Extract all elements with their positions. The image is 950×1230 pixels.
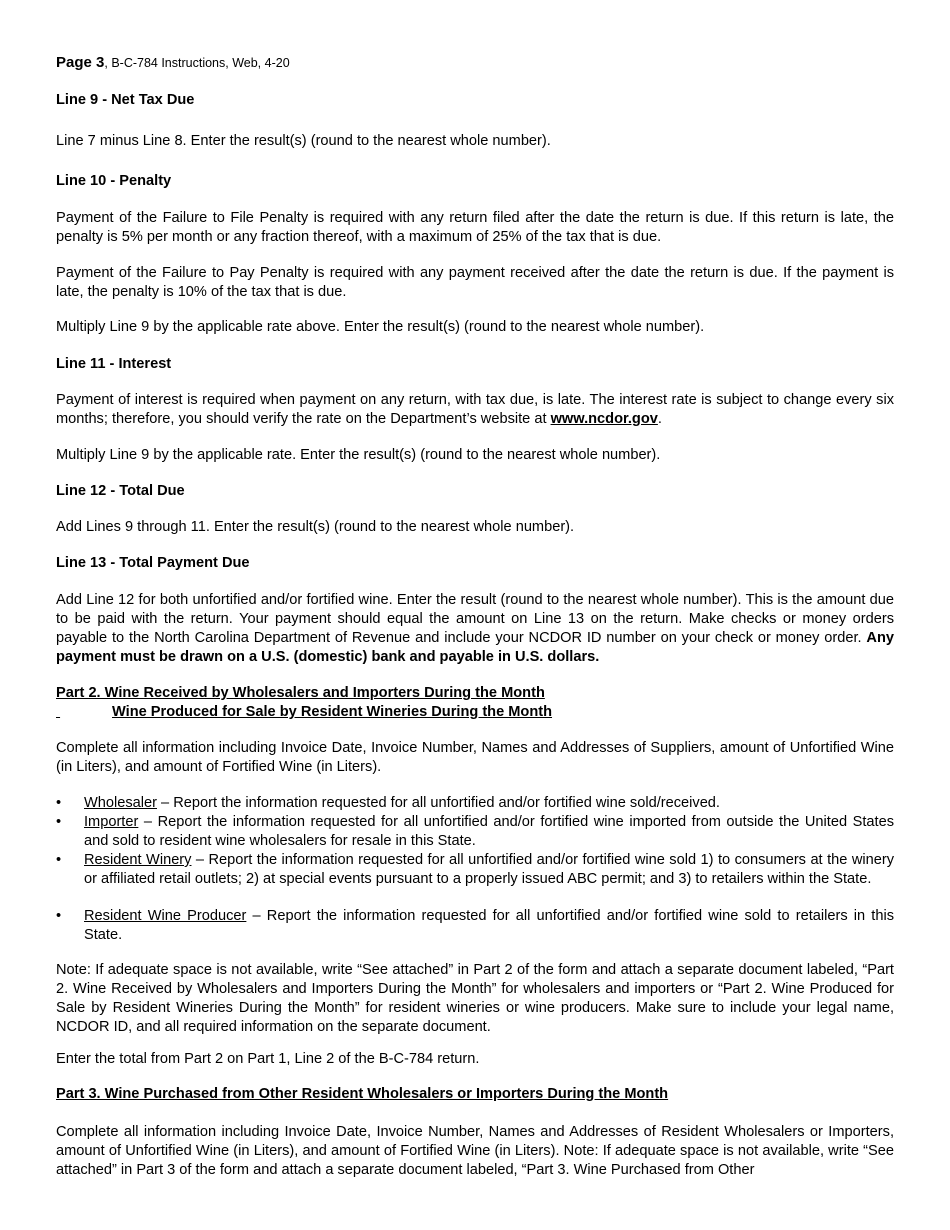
bullet-text bbox=[84, 813, 894, 851]
line13-text-body: Add Line 12 for both unfortified and/or fortified wine. Enter the result (round to the nearest whole number). This is the amount due to be paid with the return. Your payment should equal the amount on Line 13 on the return. Make checks or money orders payable to the North Carolina Department of Revenue and include your NCDOR ID number on your check or money order. bbox=[56, 592, 894, 646]
bullet-description: – Report the information requested for all unfortified and/or fortified wine sold/received. bbox=[157, 795, 720, 811]
line10-heading: Line 10 - Penalty bbox=[56, 173, 172, 189]
part3-title: Part 3. Wine Purchased from Other Resident Wholesalers or Importers During the Month bbox=[56, 1086, 669, 1102]
bullet-text bbox=[84, 851, 894, 889]
part2-heading-line2 bbox=[56, 703, 894, 722]
bullet-icon: • bbox=[56, 814, 62, 830]
line11-paragraph-1-text: Payment of interest is required when payment on any return, with tax due, is late. The interest rate is subject to change every six months; therefore, you should verify the rate on the Department’s website at bbox=[56, 392, 894, 427]
ncdor-website-link[interactable]: www.ncdor.gov bbox=[550, 411, 658, 427]
part2-bullet-resident-wine-producer bbox=[56, 907, 894, 945]
line10-paragraph-3: Multiply Line 9 by the applicable rate above. Enter the result(s) (round to the nearest whole number). bbox=[56, 319, 705, 335]
part2-bullet-resident-winery bbox=[56, 851, 894, 889]
bullet-text bbox=[84, 794, 894, 813]
page-header bbox=[56, 53, 894, 73]
line11-paragraph-1-end: . bbox=[657, 411, 662, 427]
part3-heading bbox=[56, 1085, 894, 1104]
line10-paragraph-1: Payment of the Failure to File Penalty is required with any return filed after the date the return is due. If this return is late, the penalty is 5% per month or any fraction thereof, with a maximum of 25% of the tax that is due. bbox=[56, 210, 894, 245]
part2-total-instruction: Enter the total from Part 2 on Part 1, Line 2 of the B-C-784 return. bbox=[56, 1051, 480, 1067]
part2-heading-indent bbox=[56, 703, 112, 722]
bullet-icon: • bbox=[56, 852, 62, 868]
part2-bullet-importer bbox=[56, 813, 894, 851]
bullet-term: Resident Winery bbox=[84, 852, 192, 868]
page-number: Page 3 bbox=[56, 54, 105, 71]
part2-title-line1: Part 2. Wine Received by Wholesalers and Importers During the Month bbox=[56, 685, 545, 701]
line11-paragraph-1 bbox=[56, 391, 894, 429]
line13-text bbox=[56, 591, 894, 667]
line11-paragraph-2: Multiply Line 9 by the applicable rate. Enter the result(s) (round to the nearest whole number). bbox=[56, 447, 661, 463]
bullet-term: Wholesaler bbox=[84, 795, 157, 811]
part2-bullet-wholesaler bbox=[56, 794, 894, 813]
part3-text: Complete all information including Invoice Date, Invoice Number, Names and Addresses of Resident Wholesalers or Importers, amount of Unfortified Wine (in Liters), and amount of Fortified Wine (in Liters). Note: If adequate space is not available, write “See attached” in Part 3 of the form and attach a separate document labeled, “Part 3. Wine Purchased from Other bbox=[56, 1124, 894, 1178]
line9-text: Line 7 minus Line 8. Enter the result(s) (round to the nearest whole number). bbox=[56, 133, 551, 149]
line13-heading: Line 13 - Total Payment Due bbox=[56, 555, 250, 571]
part2-heading-line1 bbox=[56, 684, 894, 703]
line10-paragraph-2: Payment of the Failure to Pay Penalty is required with any payment received after the date the return is due. If the payment is late, the penalty is 10% of the tax that is due. bbox=[56, 265, 894, 300]
bullet-description: – Report the information requested for all unfortified and/or fortified wine sold to retailers in this State. bbox=[84, 908, 894, 943]
part2-intro: Complete all information including Invoice Date, Invoice Number, Names and Addresses of Suppliers, amount of Unfortified Wine (in Liters), and amount of Fortified Wine (in Liters). bbox=[56, 740, 894, 775]
line12-text: Add Lines 9 through 11. Enter the result(s) (round to the nearest whole number). bbox=[56, 519, 575, 535]
line13-payment-requirement: Any payment must be drawn on a U.S. (domestic) bank and payable in U.S. dollars. bbox=[56, 630, 894, 665]
bullet-text bbox=[84, 907, 894, 945]
line12-heading: Line 12 - Total Due bbox=[56, 483, 185, 499]
bullet-term: Importer bbox=[84, 814, 139, 830]
bullet-description: – Report the information requested for all unfortified and/or fortified wine imported from outside the United States and sold to resident wine wholesalers for resale in this State. bbox=[84, 814, 894, 849]
part2-note: Note: If adequate space is not available, write “See attached” in Part 2 of the form and attach a separate document labeled, “Part 2. Wine Received by Wholesalers and Importers During the Month” for wholesalers and importers or “Part 2. Wine Produced for Sale by Resident Wineries During the Month” for resident wineries or wine producers. Make sure to include your legal name, NCDOR ID, and all required information on the separate document. bbox=[56, 962, 894, 1035]
bullet-icon: • bbox=[56, 908, 62, 924]
line11-heading: Line 11 - Interest bbox=[56, 356, 172, 372]
document-reference: , B-C-784 Instructions, Web, 4-20 bbox=[104, 56, 290, 70]
bullet-term: Resident Wine Producer bbox=[84, 908, 247, 924]
line9-heading: Line 9 - Net Tax Due bbox=[56, 92, 195, 108]
bullet-icon: • bbox=[56, 795, 62, 811]
bullet-description: – Report the information requested for all unfortified and/or fortified wine sold 1) to consumers at the winery or affiliated retail outlets; 2) at special events pursuant to a properly issued ABC permit; and 3) to retailers within the State. bbox=[84, 852, 894, 887]
part2-title-line2: Wine Produced for Sale by Resident Wineries During the Month bbox=[112, 704, 553, 720]
